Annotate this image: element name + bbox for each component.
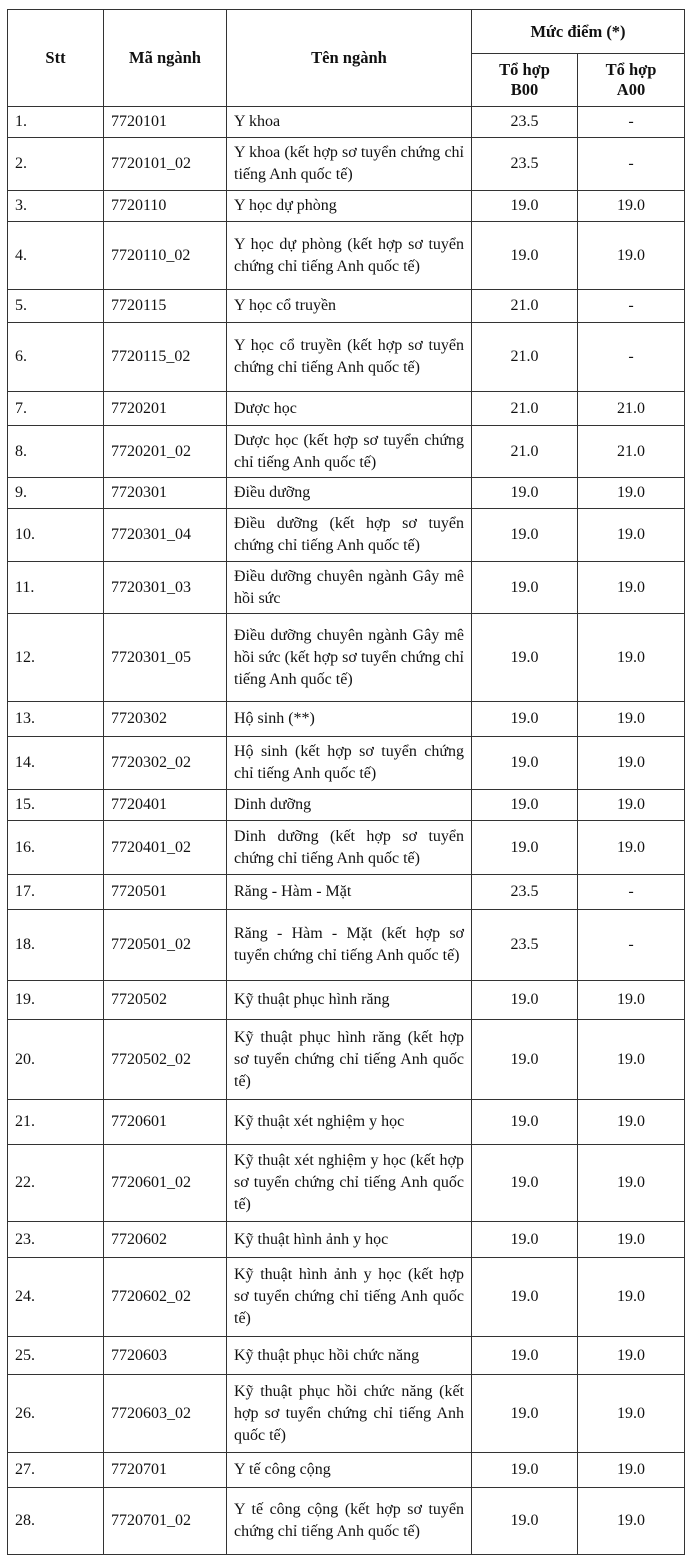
- cell-b00: 23.5: [472, 910, 578, 981]
- cell-code: 7720602_02: [104, 1258, 227, 1337]
- cell-stt: 14.: [8, 737, 104, 790]
- cell-a00: 19.0: [578, 1453, 685, 1488]
- cell-a00: 19.0: [578, 1100, 685, 1145]
- table-row: [8, 910, 685, 981]
- cell-a00: 19.0: [578, 478, 685, 509]
- table-row: [8, 1100, 685, 1145]
- cell-a00: -: [578, 323, 685, 392]
- cell-name: Điều dưỡng chuyên ngành Gây mê hồi sức (kết hợp sơ tuyển chứng chỉ tiếng Anh quốc tế): [227, 614, 472, 702]
- cell-a00: 19.0: [578, 702, 685, 737]
- table-row: [8, 392, 685, 426]
- cell-name: Răng - Hàm - Mặt (kết hợp sơ tuyển chứng chỉ tiếng Anh quốc tế): [227, 910, 472, 981]
- cell-b00: 21.0: [472, 290, 578, 323]
- table-row: [8, 1488, 685, 1555]
- cell-a00: 19.0: [578, 1375, 685, 1453]
- cell-stt: 24.: [8, 1258, 104, 1337]
- cell-stt: 7.: [8, 392, 104, 426]
- table-row: [8, 1375, 685, 1453]
- cell-name: Y học cổ truyền (kết hợp sơ tuyển chứng chỉ tiếng Anh quốc tế): [227, 323, 472, 392]
- table-body: [8, 107, 685, 1555]
- cell-b00: 19.0: [472, 1337, 578, 1375]
- table-row: [8, 1222, 685, 1258]
- header-code: Mã ngành: [104, 10, 227, 107]
- cell-code: 7720302: [104, 702, 227, 737]
- cell-stt: 20.: [8, 1020, 104, 1100]
- cell-b00: 19.0: [472, 1453, 578, 1488]
- cell-stt: 17.: [8, 875, 104, 910]
- cell-b00: 19.0: [472, 222, 578, 290]
- cell-code: 7720603: [104, 1337, 227, 1375]
- cell-code: 7720701_02: [104, 1488, 227, 1555]
- cell-a00: 19.0: [578, 737, 685, 790]
- cell-a00: 19.0: [578, 1145, 685, 1222]
- cell-b00: 19.0: [472, 702, 578, 737]
- cell-b00: 19.0: [472, 191, 578, 222]
- table-row: [8, 290, 685, 323]
- cell-a00: 19.0: [578, 790, 685, 821]
- cell-name: Hộ sinh (**): [227, 702, 472, 737]
- cell-name: Dược học (kết hợp sơ tuyển chứng chỉ tiếng Anh quốc tế): [227, 426, 472, 478]
- cell-b00: 23.5: [472, 107, 578, 138]
- table-row: [8, 138, 685, 191]
- cell-name: Y học dự phòng: [227, 191, 472, 222]
- cell-code: 7720701: [104, 1453, 227, 1488]
- cell-stt: 9.: [8, 478, 104, 509]
- cell-a00: -: [578, 875, 685, 910]
- cell-name: Y học cổ truyền: [227, 290, 472, 323]
- cell-a00: 19.0: [578, 1020, 685, 1100]
- table-row: [8, 1337, 685, 1375]
- cell-b00: 19.0: [472, 1020, 578, 1100]
- cell-a00: 19.0: [578, 1258, 685, 1337]
- cell-name: Điều dưỡng (kết hợp sơ tuyển chứng chỉ tiếng Anh quốc tế): [227, 509, 472, 562]
- table-row: [8, 562, 685, 614]
- cell-b00: 21.0: [472, 426, 578, 478]
- cell-b00: 19.0: [472, 1488, 578, 1555]
- cell-a00: 21.0: [578, 392, 685, 426]
- cell-b00: 21.0: [472, 323, 578, 392]
- cell-stt: 27.: [8, 1453, 104, 1488]
- cell-code: 7720201_02: [104, 426, 227, 478]
- table-row: [8, 1453, 685, 1488]
- cell-a00: -: [578, 910, 685, 981]
- table-row: [8, 821, 685, 875]
- table-row: [8, 107, 685, 138]
- cell-code: 7720101: [104, 107, 227, 138]
- cell-name: Kỹ thuật xét nghiệm y học: [227, 1100, 472, 1145]
- cell-b00: 19.0: [472, 1100, 578, 1145]
- cell-code: 7720601_02: [104, 1145, 227, 1222]
- cell-code: 7720115_02: [104, 323, 227, 392]
- cell-code: 7720301: [104, 478, 227, 509]
- cell-a00: -: [578, 107, 685, 138]
- cell-a00: -: [578, 138, 685, 191]
- cell-code: 7720201: [104, 392, 227, 426]
- table-row: [8, 191, 685, 222]
- table-row: [8, 614, 685, 702]
- cell-code: 7720602: [104, 1222, 227, 1258]
- cell-stt: 13.: [8, 702, 104, 737]
- cell-b00: 19.0: [472, 478, 578, 509]
- cell-a00: 19.0: [578, 1488, 685, 1555]
- cell-stt: 10.: [8, 509, 104, 562]
- cell-code: 7720301_04: [104, 509, 227, 562]
- header-name: Tên ngành: [227, 10, 472, 107]
- cell-b00: 19.0: [472, 790, 578, 821]
- cell-b00: 23.5: [472, 875, 578, 910]
- cell-b00: 19.0: [472, 737, 578, 790]
- cell-stt: 28.: [8, 1488, 104, 1555]
- cell-code: 7720502_02: [104, 1020, 227, 1100]
- table-row: [8, 875, 685, 910]
- cell-b00: 19.0: [472, 981, 578, 1020]
- cell-code: 7720301_03: [104, 562, 227, 614]
- cell-code: 7720501: [104, 875, 227, 910]
- cell-name: Kỹ thuật phục hình răng (kết hợp sơ tuyển chứng chỉ tiếng Anh quốc tế): [227, 1020, 472, 1100]
- cell-stt: 6.: [8, 323, 104, 392]
- cell-name: Y tế công cộng: [227, 1453, 472, 1488]
- cell-code: 7720115: [104, 290, 227, 323]
- cell-stt: 2.: [8, 138, 104, 191]
- cell-b00: 19.0: [472, 1375, 578, 1453]
- cell-name: Điều dưỡng: [227, 478, 472, 509]
- cell-name: Dinh dưỡng (kết hợp sơ tuyển chứng chỉ tiếng Anh quốc tế): [227, 821, 472, 875]
- cell-code: 7720502: [104, 981, 227, 1020]
- table-row: [8, 790, 685, 821]
- cell-code: 7720302_02: [104, 737, 227, 790]
- cell-stt: 25.: [8, 1337, 104, 1375]
- table-row: [8, 702, 685, 737]
- header-stt: Stt: [8, 10, 104, 107]
- cell-code: 7720603_02: [104, 1375, 227, 1453]
- cell-code: 7720601: [104, 1100, 227, 1145]
- cell-stt: 16.: [8, 821, 104, 875]
- cell-b00: 19.0: [472, 1222, 578, 1258]
- cell-a00: 19.0: [578, 614, 685, 702]
- cell-a00: 19.0: [578, 981, 685, 1020]
- cell-name: Kỹ thuật phục hình răng: [227, 981, 472, 1020]
- cell-stt: 4.: [8, 222, 104, 290]
- table-header: [8, 10, 685, 107]
- table-row: [8, 1145, 685, 1222]
- cell-stt: 8.: [8, 426, 104, 478]
- admission-scores-table: [7, 9, 685, 1555]
- cell-code: 7720110: [104, 191, 227, 222]
- cell-a00: 21.0: [578, 426, 685, 478]
- cell-stt: 23.: [8, 1222, 104, 1258]
- cell-b00: 19.0: [472, 509, 578, 562]
- cell-stt: 15.: [8, 790, 104, 821]
- cell-b00: 19.0: [472, 614, 578, 702]
- cell-stt: 19.: [8, 981, 104, 1020]
- cell-a00: 19.0: [578, 1337, 685, 1375]
- cell-a00: 19.0: [578, 191, 685, 222]
- cell-stt: 26.: [8, 1375, 104, 1453]
- table-row: [8, 981, 685, 1020]
- cell-name: Y khoa (kết hợp sơ tuyển chứng chỉ tiếng Anh quốc tế): [227, 138, 472, 191]
- cell-stt: 12.: [8, 614, 104, 702]
- table-row: [8, 222, 685, 290]
- cell-a00: 19.0: [578, 1222, 685, 1258]
- header-score-group: Mức điểm (*): [472, 10, 685, 54]
- cell-b00: 21.0: [472, 392, 578, 426]
- cell-name: Kỹ thuật xét nghiệm y học (kết hợp sơ tuyển chứng chỉ tiếng Anh quốc tế): [227, 1145, 472, 1222]
- table-row: [8, 426, 685, 478]
- header-a00: Tổ hợp A00: [578, 54, 685, 107]
- cell-stt: 18.: [8, 910, 104, 981]
- cell-code: 7720401_02: [104, 821, 227, 875]
- table-row: [8, 478, 685, 509]
- cell-name: Y khoa: [227, 107, 472, 138]
- cell-stt: 21.: [8, 1100, 104, 1145]
- cell-name: Y tế công cộng (kết hợp sơ tuyển chứng chỉ tiếng Anh quốc tế): [227, 1488, 472, 1555]
- cell-stt: 5.: [8, 290, 104, 323]
- cell-a00: 19.0: [578, 509, 685, 562]
- cell-name: Kỹ thuật hình ảnh y học: [227, 1222, 472, 1258]
- table-row: [8, 1258, 685, 1337]
- cell-a00: 19.0: [578, 222, 685, 290]
- cell-a00: 19.0: [578, 821, 685, 875]
- cell-name: Hộ sinh (kết hợp sơ tuyển chứng chỉ tiếng Anh quốc tế): [227, 737, 472, 790]
- cell-name: Răng - Hàm - Mặt: [227, 875, 472, 910]
- table-row: [8, 737, 685, 790]
- cell-b00: 19.0: [472, 562, 578, 614]
- cell-name: Dược học: [227, 392, 472, 426]
- cell-name: Dinh dưỡng: [227, 790, 472, 821]
- cell-code: 7720301_05: [104, 614, 227, 702]
- table-row: [8, 1020, 685, 1100]
- cell-code: 7720401: [104, 790, 227, 821]
- table-row: [8, 323, 685, 392]
- cell-name: Kỹ thuật hình ảnh y học (kết hợp sơ tuyển chứng chỉ tiếng Anh quốc tế): [227, 1258, 472, 1337]
- cell-name: Y học dự phòng (kết hợp sơ tuyển chứng chỉ tiếng Anh quốc tế): [227, 222, 472, 290]
- cell-stt: 1.: [8, 107, 104, 138]
- cell-b00: 19.0: [472, 821, 578, 875]
- cell-name: Kỹ thuật phục hồi chức năng: [227, 1337, 472, 1375]
- cell-code: 7720110_02: [104, 222, 227, 290]
- cell-code: 7720501_02: [104, 910, 227, 981]
- cell-a00: 19.0: [578, 562, 685, 614]
- header-b00: Tổ hợp B00: [472, 54, 578, 107]
- cell-b00: 23.5: [472, 138, 578, 191]
- cell-name: Kỹ thuật phục hồi chức năng (kết hợp sơ tuyển chứng chỉ tiếng Anh quốc tế): [227, 1375, 472, 1453]
- cell-name: Điều dưỡng chuyên ngành Gây mê hồi sức: [227, 562, 472, 614]
- cell-b00: 19.0: [472, 1258, 578, 1337]
- cell-stt: 11.: [8, 562, 104, 614]
- cell-stt: 3.: [8, 191, 104, 222]
- cell-a00: -: [578, 290, 685, 323]
- cell-b00: 19.0: [472, 1145, 578, 1222]
- cell-stt: 22.: [8, 1145, 104, 1222]
- cell-code: 7720101_02: [104, 138, 227, 191]
- table-row: [8, 509, 685, 562]
